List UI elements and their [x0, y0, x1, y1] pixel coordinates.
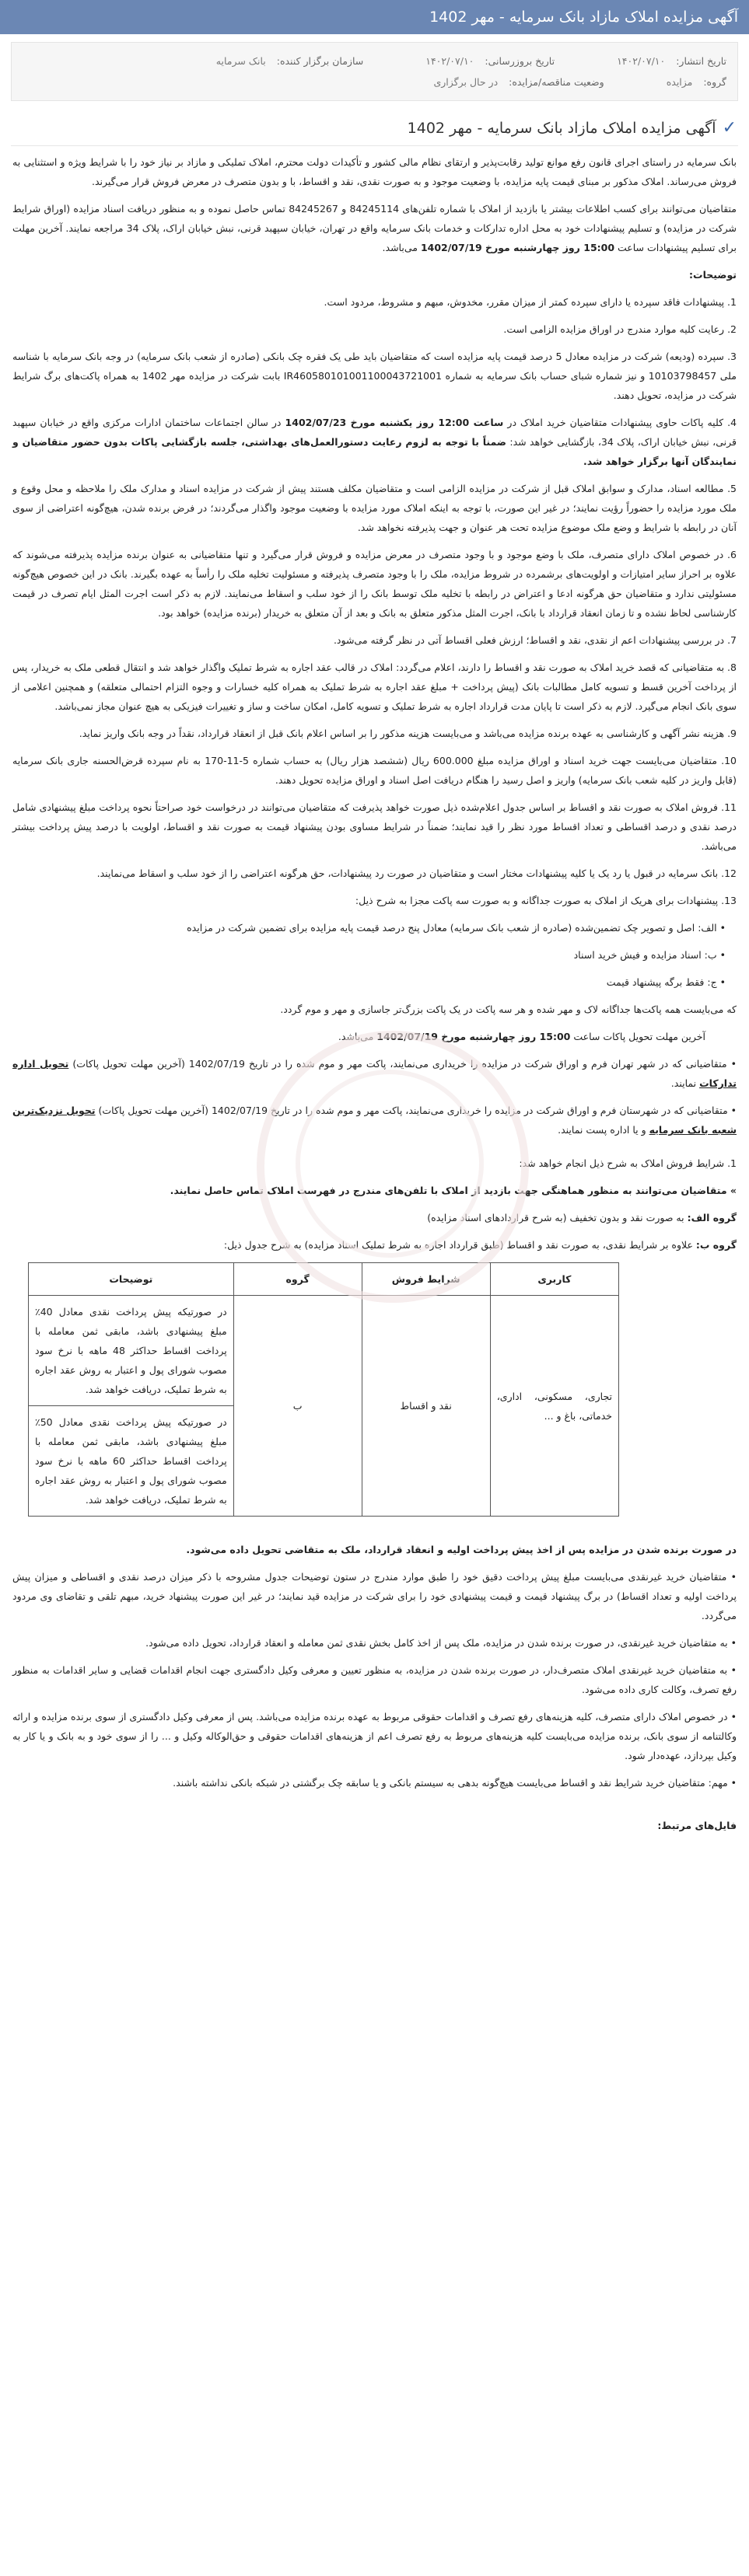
- winner-note-3: • به متقاضیان خرید غیرنقدی املاک متصرف‌دار، در صورت برنده شدن در مزایده، به منظور تعیین و معرفی وکیل دادگستری جهت انجام اقدامات قضایی و سایر اقدامات به منظور رفع تصرف، وکالت کاری داده می‌شود.: [12, 1664, 737, 1695]
- conditions-title: 1. شرایط فروش املاک به شرح ذیل انجام خواهد شد:: [519, 1157, 737, 1169]
- meta-box: [11, 42, 738, 101]
- envelope-b: • ب: اسناد مزایده و فیش خرید اسناد: [573, 949, 726, 961]
- note-5: 5. مطالعه اسناد، مدارک و سوابق املاک قبل از شرکت در مزایده الزامی است و متقاضیان مکلف هستند پیش از شرکت در مزایده اسناد و مدارک ملک را ملاحظه و محل وقوع و ملک مورد مزایده را حضوراً رؤیت نمایند؛ در غیر این صورت، با توجه به اینکه املاک مورد مزایده با وضعیت موجود واگذار می‌گردند؛ در فرض برنده شدن، هیچ‌گونه اعتراضی از سوی آنان در رابطه با شرایط و وضع ملک موضوع مزایده تحت هر عنوان و جهت پذیرفته نخواهد شد.: [12, 483, 737, 533]
- winner-note-5: • مهم: متقاضیان خرید شرایط نقد و اقساط می‌بایست هیچ‌گونه بدهی به سیستم بانکی و یا سابقه چک برگشتی در شبکه بانکی نداشته باشند.: [173, 1777, 737, 1789]
- meta-row-1: [23, 51, 726, 72]
- organizer: سازمان برگزار کننده: بانک سرمایه: [215, 55, 364, 67]
- document-title-text: آگهی مزایده املاک مازاد بانک سرمایه - مهر 1402: [407, 119, 716, 137]
- note-2: 2. رعایت کلیه موارد مندرج در اوراق مزایده الزامی است.: [503, 323, 737, 335]
- intro-paragraph-2: متقاضیان می‌توانند برای کسب اطلاعات بیشتر یا بازدید از املاک با شماره تلفن‌های 84245114 و 84245267 تماس حاصل نموده و به منظور دریافت اسناد مزایده (اوراق شرایط شرکت در مزایده) و تسلیم پیشنهادات خود به محل اداره تدارکات و خدمات بانک سرمایه واقع در تهران، خیابان سپهبد قرنی، نبش خیابان اراک، پلاک 34 مراجعه نمایند. آخرین مهلت برای تسلیم پیشنهادات ساعت 15:00 روز چهارشنبه مورخ 1402/07/19 می‌باشد.: [12, 203, 737, 253]
- cell-desc-1: در صورتیکه پیش پرداخت نقدی معادل 40٪ مبلغ پیشنهادی باشد، مابقی ثمن معامله با پرداخت اقساط حداکثر 48 ماهه با نرخ سود مصوب شورای پول و اعتبار به روش عقد اجاره به شرط تملیک، دریافت خواهد شد.: [29, 1296, 234, 1406]
- note-7: 7. در بررسی پیشنهادات اعم از نقدی، نقد و اقساط؛ ارزش فعلی اقساط آتی در نظر گرفته می‌شود.: [333, 634, 737, 646]
- group-b: گروه ب: علاوه بر شرایط نقدی، به صورت نقد و اقساط (طبق قرارداد اجاره به شرط تملیک اسناد مزایده) به شرح جدول ذیل:: [223, 1239, 737, 1251]
- related-files-label: فایل‌های مرتبط:: [657, 1820, 737, 1831]
- note-8: 8. به متقاضیانی که قصد خرید املاک به صورت نقد و اقساط را دارند، اعلام می‌گردد: املاک در قالب عقد اجاره به شرط تملیک واگذار خواهد شد و انتقال قطعی ملک به خریدار، پس از پرداخت آخرین قسط و تسویه کامل مطالبات بانک (پیش پرداخت + مبلغ عقد اجاره به شرط تملیک به همراه کلیه خسارات و وجوه التزام احتمالی متعلقه) و همچنین اعلامی از سوی بانک انجام می‌گیرد. لازم به ذکر است تا پایان مدت قرارداد اجاره به شرط تملیک و تسویه کامل، امکان ساخت و ساز و تغییرات فیزیکی به هیچ عنوان مجاز نمی‌باشد.: [12, 661, 737, 712]
- update-date: تاریخ بروزرسانی: ۱۴۰۲/۰۷/۱۰: [425, 55, 555, 67]
- note-13: 13. پیشنهادات برای هریک از املاک به صورت جداگانه و به صورت سه پاکت مجزا به شرح ذیل:: [355, 895, 737, 906]
- intro-paragraph-1: بانک سرمایه در راستای اجرای قانون رفع موانع تولید رقابت‌پذیر و ارتقای نظام مالی کشور و تأکیدات دولت محترم، املاک تملیکی و مازاد بر نیاز خود را با شرایط ویژه و استثنایی به فروش می‌رساند. املاک مذکور بر مبنای قیمت پایه مزایده، با وضعیت موجود و به صورت نقدی، نقد و اقساط، با و بدون متصرف در معرض فروش قرار می‌گیرند.: [12, 156, 737, 187]
- conditions-bullet: » متقاضیان می‌توانند به منظور هماهنگی جهت بازدید از املاک با تلفن‌های مندرج در فهرست املاک تماس حاصل نمایند.: [170, 1185, 737, 1196]
- note-4: 4. کلیه پاکات حاوی پیشنهادات متقاضیان خرید املاک در ساعت 12:00 روز یکشنبه مورخ 1402/07/23 در سالن اجتماعات ساختمان ادارات مرکزی واقع در خیابان سپهبد قرنی، نبش خیابان اراک، پلاک 34، بازگشایی خواهد شد: ضمناً با توجه به لزوم رعایت دستورالعمل‌های بهداشتی، جلسه بازگشایی پاکات بدون حضور متقاضیان و نمایندگان آنها برگزار خواهد شد.: [12, 417, 737, 467]
- status: وضعیت مناقصه/مزایده: در حال برگزاری: [433, 76, 604, 88]
- envelope-c: • ج: فقط برگه پیشنهاد قیمت: [606, 976, 726, 988]
- note-1: 1. پیشنهادات فاقد سپرده یا دارای سپرده کمتر از میزان مقرر، مخدوش، مبهم و مشروط، مردود است.: [324, 296, 737, 308]
- page-header: [0, 0, 749, 34]
- note-6: 6. در خصوص املاک دارای متصرف، ملک با وضع موجود و با وجود متصرف در معرض مزایده و فروش قرار می‌گیرد و تنها متقاضیانی به عنوان برنده مزایده پذیرفته می‌شوند که علاوه بر احراز سایر امتیازات و اولویت‌های برشمرده در شروط مزایده، ملک را با وجود متصرف پذیرفته و مسئولیت تخلیه ملک را رأساً به عهده بگیرند. بانک در این خصوص هیچ‌گونه مسئولیتی ندارد و متقاضیان حق هرگونه ادعا و اعتراض در رابطه با تخلیه ملک توسط بانک را از خود سلب و اسقاط می‌نمایند. لازم به ذکر است اجرت المثل ایام تصرف در قیمت کارشناسی لحاظ نشده و تا زمان انعقاد قرارداد با بانک، اجرت المثل مذکور متعلق به بانک و بعد از آن متعلق به خریدار (برنده مزایده) خواهد بود.: [12, 549, 737, 619]
- cell-group: ب: [233, 1296, 362, 1517]
- col-desc: توضیحات: [29, 1263, 234, 1296]
- group: گروه: مزایده: [666, 76, 726, 88]
- document-body: [0, 152, 749, 1835]
- check-icon: ✓: [722, 118, 737, 138]
- winner-title: در صورت برنده شدن در مزایده پس از اخذ پیش پرداخت اولیه و انعقاد قرارداد، ملک به متقاضی تحویل داده می‌شود.: [186, 1544, 737, 1555]
- notes-title: توضیحات:: [689, 269, 737, 281]
- page-title: آگهی مزایده املاک مازاد بانک سرمایه - مهر 1402: [429, 9, 738, 26]
- publish-date: تاریخ انتشار: ۱۴۰۲/۰۷/۱۰: [617, 55, 726, 67]
- document-title: [12, 118, 737, 138]
- winner-note-1: • متقاضیان خرید غیرنقدی می‌بایست مبلغ پیش پرداخت دقیق خود را طبق موارد مندرج در ستون توضیحات جدول مشروحه با ذکر میزان درصد نقدی و اقساطی و میزان پیش پرداخت اولیه و تعداد اقساط) در برگ پیشنهاد قیمت و قیمت پیشنهادی خود را برای شرکت در مزایده قید نمایند؛ در غیر این صورت پیشنهاد خرید، مبهم تلقی و تقاضای وی مردود می‌گردد.: [12, 1571, 737, 1621]
- terms-table: [28, 1262, 619, 1517]
- note-11: 11. فروش املاک به صورت نقد و اقساط بر اساس جدول اعلام‌شده ذیل صورت خواهد پذیرفت که متقاضیان می‌توانند در درخواست خود صراحتاً نحوه پرداخت مبلغ پیشنهادی شامل درصد نقدی و درصد اقساطی و تعداد اقساط مورد نظر را قید نمایند؛ ضمناً در شرایط مساوی بودن پیشنهاد قیمت به صورت نقد و اقساط، اولویت با درصد پیش پرداخت بیشتر می‌باشد.: [12, 801, 737, 852]
- city-delivery: • متقاضیانی که در شهرستان فرم و اوراق شرکت در مزایده را خریداری می‌نمایند، پاکت مهر و موم شده را در تاریخ 1402/07/19 (آخرین مهلت تحویل پاکات) تحویل نزدیک‌ترین شعبه بانک سرمایه و یا اداره پست نمایند.: [12, 1105, 737, 1136]
- note-12: 12. بانک سرمایه در قبول یا رد یک یا کلیه پیشنهادات مختار است و متقاضیان در صورت رد پیشنهادات، حق هرگونه اعتراضی را از خود سلب و اسقاط می‌نمایند.: [96, 867, 737, 879]
- col-condition: شرایط فروش: [362, 1263, 490, 1296]
- col-group: گروه: [233, 1263, 362, 1296]
- tehran-delivery: • متقاضیانی که در شهر تهران فرم و اوراق شرکت در مزایده را خریداری می‌نمایند، پاکت مهر و موم شده را در تاریخ 1402/07/19 (آخرین مهلت تحویل پاکات) تحویل اداره تدارکات نمایند.: [12, 1058, 737, 1089]
- table-header-row: [29, 1263, 619, 1296]
- divider: [11, 145, 738, 146]
- note-10: 10. متقاضیان می‌بایست جهت خرید اسناد و اوراق مزایده مبلغ 600.000 ریال (ششصد هزار ریال) به حساب شماره 5-11-170 به نام سپرده قرض‌الحسنه جاری بانک سرمایه (قابل واریز در کلیه شعب بانک سرمایه) واریز و اصل رسید را هنگام دریافت اصل اسناد و اوراق مزایده تحویل دهند.: [12, 755, 737, 786]
- meta-row-2: [23, 72, 726, 92]
- col-usage: کاربری: [490, 1263, 618, 1296]
- winner-note-2: • به متقاضیان خرید غیرنقدی، در صورت برنده شدن در مزایده، ملک پس از اخذ کامل بخش نقدی ثمن معامله و انعقاد قرارداد، تحویل داده می‌شود.: [145, 1637, 737, 1649]
- winner-note-4: • در خصوص املاک دارای متصرف، کلیه هزینه‌های رفع تصرف و اقدامات حقوقی مربوط به عهده برنده مزایده می‌باشد. پس از معرفی وکیل دادگستری از سوی برنده مزایده و ارائه وکالتنامه از سوی بانک، برنده مزایده می‌بایست کلیه هزینه‌های مربوط به رفع تصرف اعم از هزینه‌های اقدامات حقوقی و حق‌الوکاله وکیل و ... را از سوی خود و به بانک و یا کار به وکیل بپردازد، عهده‌دار شود.: [12, 1711, 737, 1761]
- table-row: [29, 1296, 619, 1406]
- cell-condition: نقد و اقساط: [362, 1296, 490, 1517]
- deadline: آخرین مهلت تحویل پاکات ساعت 15:00 روز چهارشنبه مورخ 1402/07/19 می‌باشد.: [338, 1031, 705, 1042]
- envelope-note: که می‌بایست همه پاکت‌ها جداگانه لاک و مهر شده و هر سه پاکت در یک پاکت بزرگ‌تر جاسازی و مهر و موم گردد.: [280, 1004, 737, 1015]
- cell-desc-2: در صورتیکه پیش پرداخت نقدی معادل 50٪ مبلغ پیشنهادی باشد، مابقی ثمن معامله با پرداخت اقساط حداکثر 60 ماهه با نرخ سود مصوب شورای پول و اعتبار به روش عقد اجاره به شرط تملیک، دریافت خواهد شد.: [29, 1406, 234, 1517]
- group-a: گروه الف: به صورت نقد و بدون تخفیف (به شرح قراردادهای اسناد مزایده): [427, 1212, 737, 1223]
- note-9: 9. هزینه نشر آگهی و کارشناسی به عهده برنده مزایده می‌باشد و می‌بایست هزینه مذکور را بر اساس اعلام بانک قبل از انعقاد قرارداد، نقداً در وجه بانک واریز نماید.: [79, 728, 737, 739]
- cell-usage: تجاری، مسکونی، اداری، خدماتی، باغ و ...: [490, 1296, 618, 1517]
- note-3: 3. سپرده (ودیعه) شرکت در مزایده معادل 5 درصد قیمت پایه مزایده است که متقاضیان باید طی یک فقره چک بانکی (صادره از شعب بانک سرمایه) در وجه بانک سرمایه با شناسه ملی 10103798457 و نیز شماره شبای حساب بانک سرمایه به شماره IR460580101001100043721001 بابت شرکت در مزایده مهر 1402 به همراه پاکت‌های برگ شرایط شرکت در مزایده، تحویل دهند.: [12, 351, 737, 401]
- envelope-a: • الف: اصل و تصویر چک تضمین‌شده (صادره از شعب بانک سرمایه) معادل پنج درصد قیمت پایه مزایده برای تضمین شرکت در مزایده: [187, 922, 726, 934]
